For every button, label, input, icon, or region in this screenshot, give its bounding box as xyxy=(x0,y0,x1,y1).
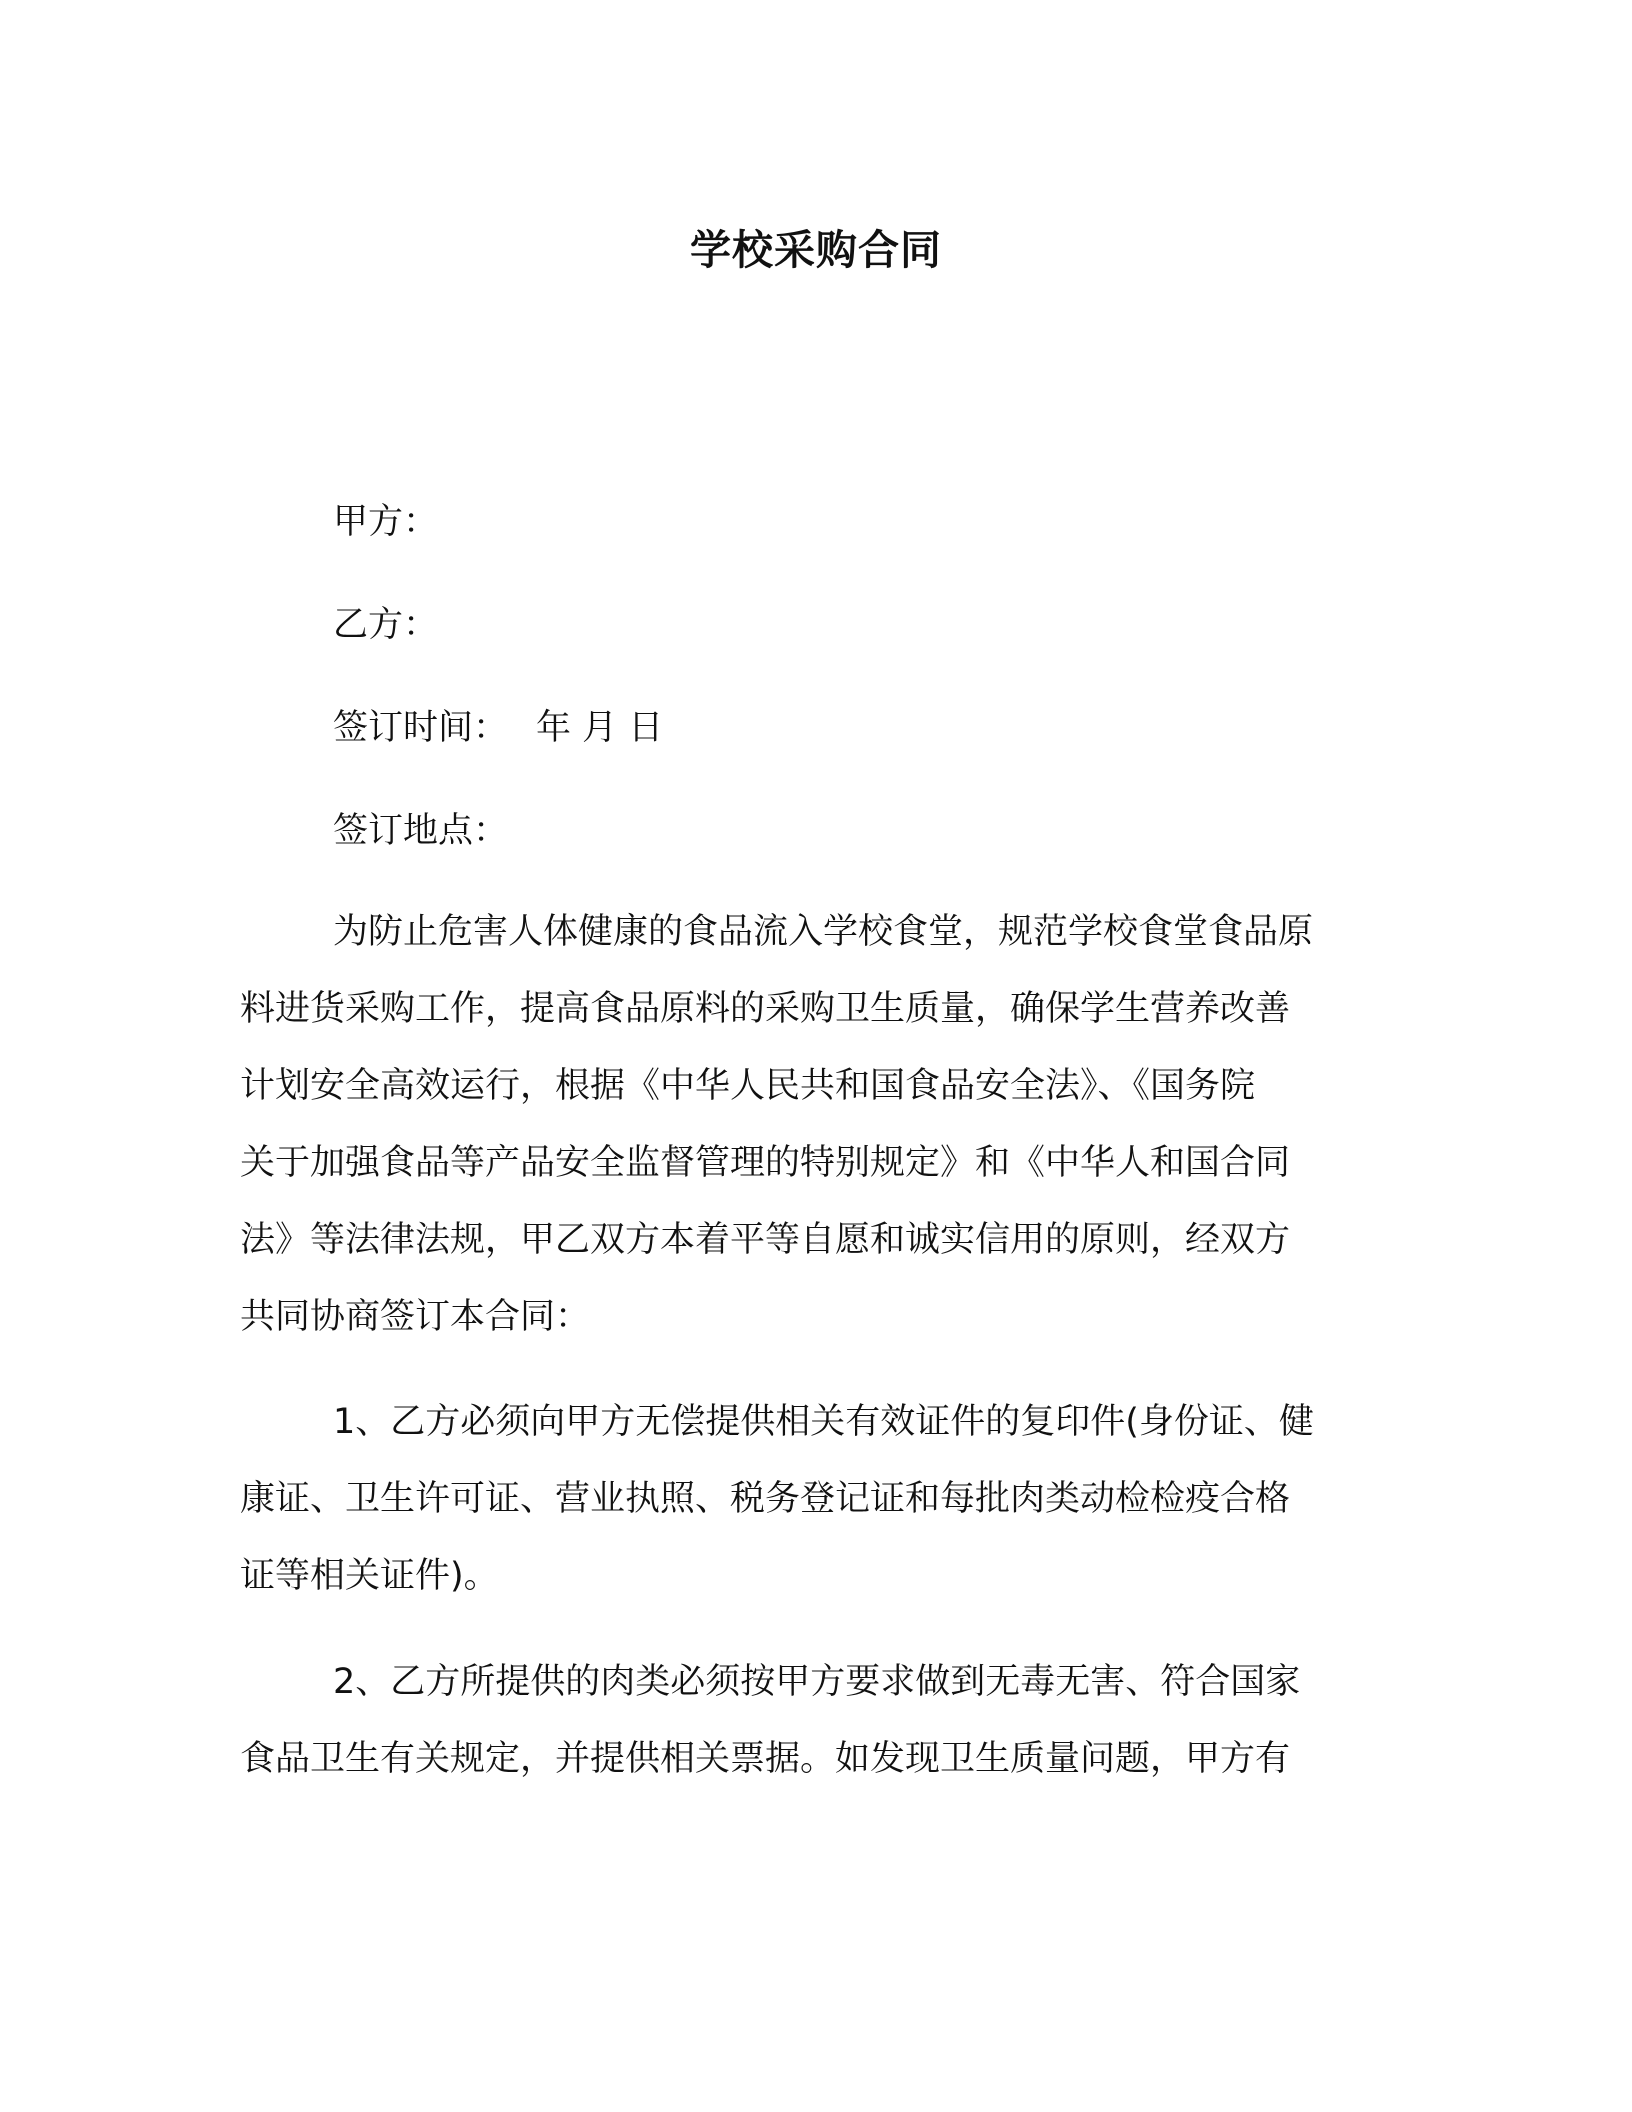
paragraph-line: 关于加强食品等产品安全监督管理的特别规定》和《中华人和国合同 xyxy=(240,1143,1291,1183)
signing-date-label: 签订时间： xyxy=(333,708,509,748)
preamble-paragraph xyxy=(240,894,1370,1356)
paragraph-line: 为防止危害人体健康的食品流入学校食堂，规范学校食堂食品原 xyxy=(333,912,1314,952)
party-a-field xyxy=(333,498,466,546)
paragraph-line: 证等相关证件)。 xyxy=(240,1556,499,1596)
paragraph-line: 1、乙方必须向甲方无偿提供相关有效证件的复印件(身份证、健 xyxy=(333,1402,1314,1442)
signing-date-field xyxy=(333,704,663,752)
party-b-label: 乙方： xyxy=(333,605,439,645)
paragraph-line: 食品卫生有关规定，并提供相关票据。如发现卫生质量问题，甲方有 xyxy=(240,1739,1291,1779)
paragraph-line: 2、乙方所提供的肉类必须按甲方要求做到无毒无害、符合国家 xyxy=(333,1662,1301,1702)
page-title: 学校采购合同 xyxy=(690,226,942,274)
party-a-label: 甲方： xyxy=(333,502,439,542)
paragraph-line: 康证、卫生许可证、营业执照、税务登记证和每批肉类动检检疫合格 xyxy=(240,1479,1291,1519)
clause-1-paragraph xyxy=(240,1384,1370,1615)
paragraph-line: 法》等法律法规，甲乙双方本着平等自愿和诚实信用的原则，经双方 xyxy=(240,1220,1291,1260)
paragraph-line: 料进货采购工作，提高食品原料的采购卫生质量，确保学生营养改善 xyxy=(240,989,1291,1029)
paragraph-line: 计划安全高效运行，根据《中华人民共和国食品安全法》、《国务院 xyxy=(240,1066,1256,1106)
signing-place-label: 签订地点： xyxy=(333,811,509,851)
paragraph-line: 共同协商签订本合同： xyxy=(240,1297,591,1337)
clause-2-paragraph xyxy=(240,1644,1370,1798)
party-b-field xyxy=(333,601,466,649)
signing-date-value: 年 月 日 xyxy=(536,708,664,748)
signing-place-field xyxy=(333,807,536,855)
